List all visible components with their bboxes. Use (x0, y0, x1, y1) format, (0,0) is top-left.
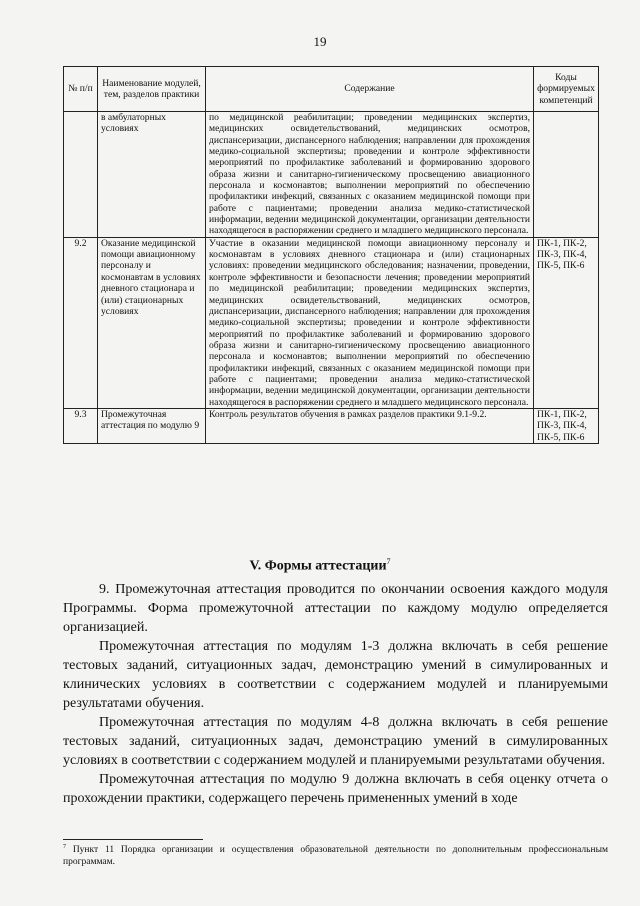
table-row (64, 408, 599, 443)
header-content: Содержание (206, 67, 534, 112)
footnote-reference: 7 (386, 557, 391, 566)
footnote-text: Пункт 11 Порядка организации и осуществления образовательной деятельности по дополнительным профессиональным программам. (63, 845, 608, 867)
row-num: 9.2 (64, 237, 98, 408)
program-table (63, 66, 599, 444)
row-content: Контроль результатов обучения в рамках разделов практики 9.1-9.2. (206, 408, 534, 443)
row-content: Участие в оказании медицинской помощи авиационному персоналу и космонавтам в условиях дневного стационара и (или) стационарных условиях: проведении медицинского обследования; назначении, проведении, контроле эффективности и безопасности лечения; проведении мероприятий по медицинской реабилитации; проведении медицинских экспертиз, медицинских освидетельствований, медицинских осмотров, диспансеризации, диспансерного наблюдения; направлении для прохождения медико-социальной экспертизы; проведении и контроле эффективности мероприятий по профилактике заболеваний и формированию здорового образа жизни и санитарно-гигиеническому просвещению авиационного персонала и космонавтов; выполнении мероприятий по обеспечению профилактики инфекций, связанных с оказанием медицинской помощи при работе с пациентами; проведении анализа медико-статистической информации, ведении медицинской документации, организации деятельности находящегося в распоряжении среднего и младшего медицинского персонала. (206, 237, 534, 408)
footnote-divider (63, 839, 203, 840)
table-header-row (64, 67, 599, 112)
paragraph: 9. Промежуточная аттестация проводится по окончании освоения каждого модуля Программы. Форма промежуточной аттестации по каждому модулю определяется организацией. (63, 582, 608, 635)
row-num: 9.3 (64, 408, 98, 443)
paragraph: Промежуточная аттестация по модулям 1-3 должна включать в себя решение тестовых заданий, ситуационных задач, демонстрацию умений в симулированных и клинических условиях в соответствии с содержанием модулей и планируемыми результатами обучения. (63, 639, 608, 711)
paragraph: Промежуточная аттестация по модулям 4-8 должна включать в себя решение тестовых заданий, ситуационных задач, демонстрацию умений в симулированных условиях в соответствии с содержанием модулей и планируемыми результатами обучения. (63, 715, 608, 768)
row-name: Промежуточная аттестация по модулю 9 (98, 408, 206, 443)
section-title: V. Формы аттестации (249, 558, 387, 574)
row-content: по медицинской реабилитации; проведении медицинских экспертиз, медицинских освидетельствований, медицинских осмотров, диспансеризации, диспансерного наблюдения; направлении для прохождения медико-социальной экспертизы; проведении и контроле эффективности мероприятий по профилактике заболеваний и формированию здорового образа жизни и санитарно-гигиеническому просвещению авиационного персонала и космонавтов; выполнении мероприятий по обеспечению профилактики инфекций, связанных с оказанием медицинской помощи при работе с пациентами; проведении анализа медико-статистической информации, ведении медицинской документации, организации деятельности находящегося в распоряжении среднего и младшего медицинского персонала. (206, 112, 534, 238)
body-text (63, 580, 608, 808)
table-row (64, 237, 599, 408)
footnote (63, 842, 608, 868)
header-name: Наименование модулей, тем, разделов практики (98, 67, 206, 112)
table-row (64, 112, 599, 238)
header-codes: Коды формируемых компетенций (534, 67, 599, 112)
row-codes (534, 112, 599, 238)
row-codes: ПК-1, ПК-2, ПК-3, ПК-4, ПК-5, ПК-6 (534, 237, 599, 408)
row-name: Оказание медицинской помощи авиационному персоналу и космонавтам в условиях дневного стационара и (или) стационарных условиях (98, 237, 206, 408)
footnote-marker: 7 (63, 844, 66, 850)
row-name: в амбулаторных условиях (98, 112, 206, 238)
page-number: 19 (313, 34, 327, 49)
section-heading (0, 557, 640, 575)
paragraph: Промежуточная аттестация по модулю 9 должна включать в себя оценку отчета о прохождении практики, содержащего перечень примененных умений в ходе (63, 772, 608, 806)
row-num (64, 112, 98, 238)
row-codes: ПК-1, ПК-2, ПК-3, ПК-4, ПК-5, ПК-6 (534, 408, 599, 443)
header-num: № п/п (64, 67, 98, 112)
